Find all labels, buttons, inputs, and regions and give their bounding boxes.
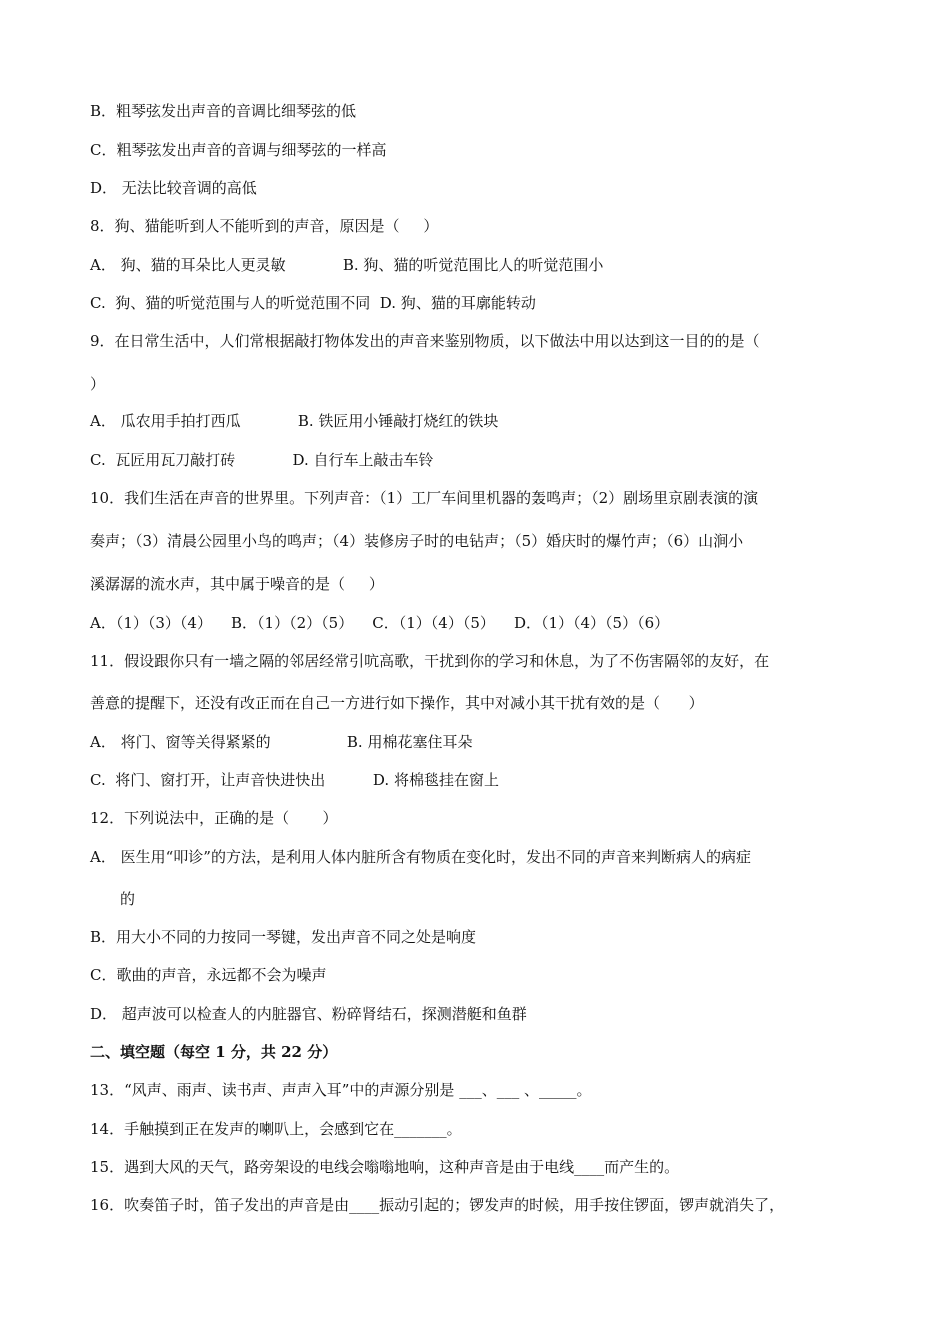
question-10-line-3: 溪潺潺的流水声，其中属于噪音的是（ ）	[90, 575, 384, 593]
question-9: 9．在日常生活中，人们常根据敲打物体发出的声音来鉴别物质，以下做法中用以达到这一目的的是（	[90, 332, 760, 350]
question-9-continued: ）	[90, 375, 106, 393]
options-9-ab: A． 瓜农用手拍打西瓜 B. 铁匠用小锤敲打烧红的铁块	[90, 412, 499, 430]
option-12c: C．歌曲的声音，永远都不会为噪声	[90, 966, 327, 984]
question-10-line-2: 奏声；（3）清晨公园里小鸟的鸣声；（4）装修房子时的电钻声；（5）婚庆时的爆竹声；（6）山涧小	[90, 532, 744, 550]
option-7c: C．粗琴弦发出声音的音调与细琴弦的一样高	[90, 141, 387, 159]
question-14: 14．手触摸到正在发声的喇叭上，会感到它在_______。	[90, 1120, 462, 1138]
question-12: 12．下列说法中，正确的是（ ）	[90, 809, 338, 827]
question-13: 13．“风声、雨声、读书声、声声入耳”中的声源分别是 ___、___ 、_____。	[90, 1081, 592, 1099]
question-11: 11．假设跟你只有一墙之隔的邻居经常引吭高歌，干扰到你的学习和休息，为了不伤害隔邻的友好，在	[90, 652, 770, 670]
options-11-ab: A． 将门、窗等关得紧紧的 B. 用棉花塞住耳朵	[90, 733, 473, 751]
options-8-ab: A． 狗、猫的耳朵比人更灵敏 B. 狗、猫的听觉范围比人的听觉范围小	[90, 256, 604, 274]
options-11-cd: C. 将门、窗打开，让声音快进快出 D. 将棉毯挂在窗上	[90, 771, 499, 789]
question-10: 10．我们生活在声音的世界里。下列声音：（1）工厂车间里机器的轰鸣声；（2）剧场里京剧表演的演	[90, 489, 759, 507]
question-8: 8．狗、猫能听到人不能听到的声音，原因是（ ）	[90, 217, 439, 235]
options-10: A．（1）（3）（4） B．（1）（2）（5） C．（1）（4）（5） D．（1）（4）（5）（6）	[90, 614, 670, 632]
option-7b: B．粗琴弦发出声音的音调比细琴弦的低	[90, 102, 357, 120]
question-11-line-2: 善意的提醒下，还没有改正而在自己一方进行如下操作，其中对减小其干扰有效的是（ ）	[90, 694, 704, 712]
question-16: 16．吹奏笛子时，笛子发出的声音是由____振动引起的；锣发声的时候，用手按住锣面，锣声就消失了，	[90, 1196, 785, 1214]
option-12a-continued: 的	[120, 890, 136, 908]
section-heading-fill-in: 二、填空题（每空 1 分，共 22 分）	[90, 1043, 338, 1061]
options-8-cd: C. 狗、猫的听觉范围与人的听觉范围不同 D. 狗、猫的耳廓能转动	[90, 294, 536, 312]
option-12d: D． 超声波可以检查人的内脏器官、粉碎肾结石，探测潜艇和鱼群	[90, 1005, 527, 1023]
option-12b: B．用大小不同的力按同一琴键，发出声音不同之处是响度	[90, 928, 477, 946]
option-12a: A． 医生用“叩诊”的方法，是利用人体内脏所含有物质在变化时，发出不同的声音来判断病人的病症	[90, 848, 751, 866]
options-9-cd: C. 瓦匠用瓦刀敲打砖 D. 自行车上敲击车铃	[90, 451, 434, 469]
option-7d: D． 无法比较音调的高低	[90, 179, 257, 197]
question-15: 15．遇到大风的天气，路旁架设的电线会嗡嗡地响，这种声音是由于电线____而产生的。	[90, 1158, 680, 1176]
